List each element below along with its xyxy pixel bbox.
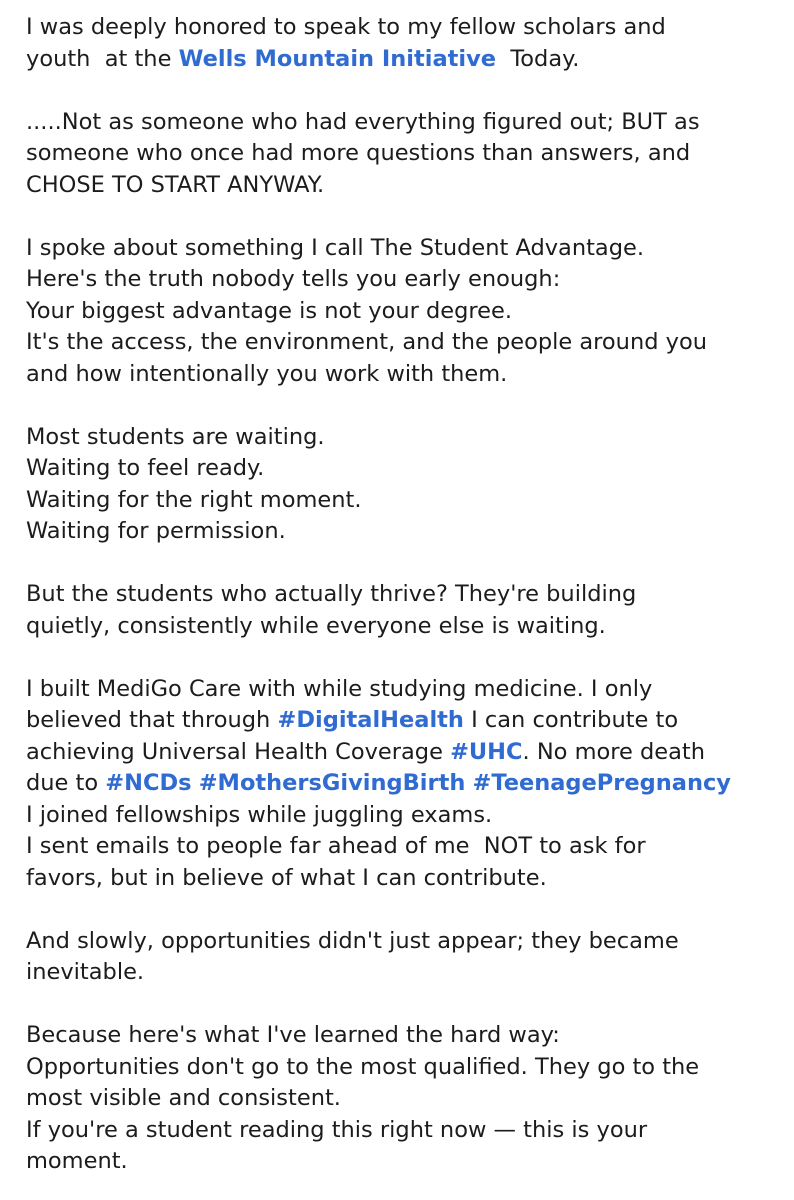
post-text-line: Your biggest advantage is not your degree. bbox=[26, 297, 513, 324]
hashtag-ncds-link[interactable]: #NCDs bbox=[105, 770, 192, 796]
post-text-line: Waiting for permission. bbox=[26, 518, 286, 544]
hashtag-digitalhealth-link[interactable]: #DigitalHealth bbox=[277, 707, 464, 733]
post-text-line bbox=[26, 768, 794, 800]
post-text-line: and how intentionally you work with them. bbox=[26, 360, 508, 387]
post-text-line: someone who once had more questions than answers, and bbox=[26, 140, 691, 166]
post-text-line: If you're a student reading this right now — this is your bbox=[26, 1116, 648, 1143]
post-text-line bbox=[26, 705, 794, 737]
paragraph-gap bbox=[26, 75, 794, 107]
post-text-line: quietly, consistently while everyone else is waiting. bbox=[26, 612, 606, 639]
hashtag-uhc-link[interactable]: #UHC bbox=[450, 738, 523, 765]
post-text-line: inevitable. bbox=[26, 959, 145, 985]
post-text-line: Most students are waiting. bbox=[26, 423, 325, 450]
text-segment: youth at the bbox=[26, 45, 179, 72]
post-text-line bbox=[26, 737, 794, 769]
post-text-line: CHOSE TO START ANYWAY. bbox=[26, 171, 325, 198]
paragraph-gap bbox=[26, 390, 794, 422]
post-text-line: Waiting for the right moment. bbox=[26, 486, 362, 513]
text-segment bbox=[192, 770, 199, 796]
post-text-line: It's the access, the environment, and the people around you bbox=[26, 329, 707, 355]
text-segment: Today. bbox=[496, 45, 580, 72]
wells-mountain-initiative-link[interactable]: Wells Mountain Initiative bbox=[178, 45, 497, 72]
post-text-line: I joined fellowships while juggling exams. bbox=[26, 801, 493, 828]
post-text-line: Opportunities don't go to the most qualified. They go to the bbox=[26, 1053, 700, 1080]
text-segment: achieving Universal Health Coverage bbox=[26, 738, 451, 765]
post-text-line: Waiting to feel ready. bbox=[26, 455, 265, 481]
post-text-line: I built MediGo Care with while studying medicine. I only bbox=[26, 675, 653, 702]
post-text-line bbox=[26, 44, 794, 76]
text-segment: . No more death bbox=[522, 738, 706, 765]
paragraph-gap bbox=[26, 989, 794, 1021]
post-text-line: I spoke about something I call The Student Advantage. bbox=[26, 234, 644, 261]
paragraph-gap bbox=[26, 894, 794, 926]
text-segment bbox=[465, 770, 472, 796]
text-segment: due to bbox=[26, 770, 106, 796]
post-text-line: moment. bbox=[26, 1148, 128, 1174]
hashtag-teenagepregnancy-link[interactable]: #TeenagePregnancy bbox=[472, 770, 731, 796]
text-segment: I can contribute to bbox=[463, 707, 679, 733]
post-text-line: Because here's what I've learned the hard way: bbox=[26, 1022, 560, 1048]
post-text-line: And slowly, opportunities didn't just appear; they became bbox=[26, 927, 679, 954]
paragraph-gap bbox=[26, 642, 794, 674]
post-text-line: .....Not as someone who had everything figured out; BUT as bbox=[26, 108, 700, 135]
paragraph-gap bbox=[26, 201, 794, 233]
paragraph-gap bbox=[26, 548, 794, 580]
post-text-line: most visible and consistent. bbox=[26, 1085, 341, 1111]
post-text-line: I was deeply honored to speak to my fellow scholars and bbox=[26, 14, 666, 40]
hashtag-mothersgivingbirth-link[interactable]: #MothersGivingBirth bbox=[198, 770, 466, 796]
text-segment: believed that through bbox=[26, 707, 278, 733]
post-text-line: But the students who actually thrive? They're building bbox=[26, 581, 637, 607]
post-text-line: favors, but in believe of what I can contribute. bbox=[26, 864, 547, 891]
post-text-line: I sent emails to people far ahead of me NOT to ask for bbox=[26, 833, 646, 859]
post-text-line: Here's the truth nobody tells you early enough: bbox=[26, 266, 561, 292]
